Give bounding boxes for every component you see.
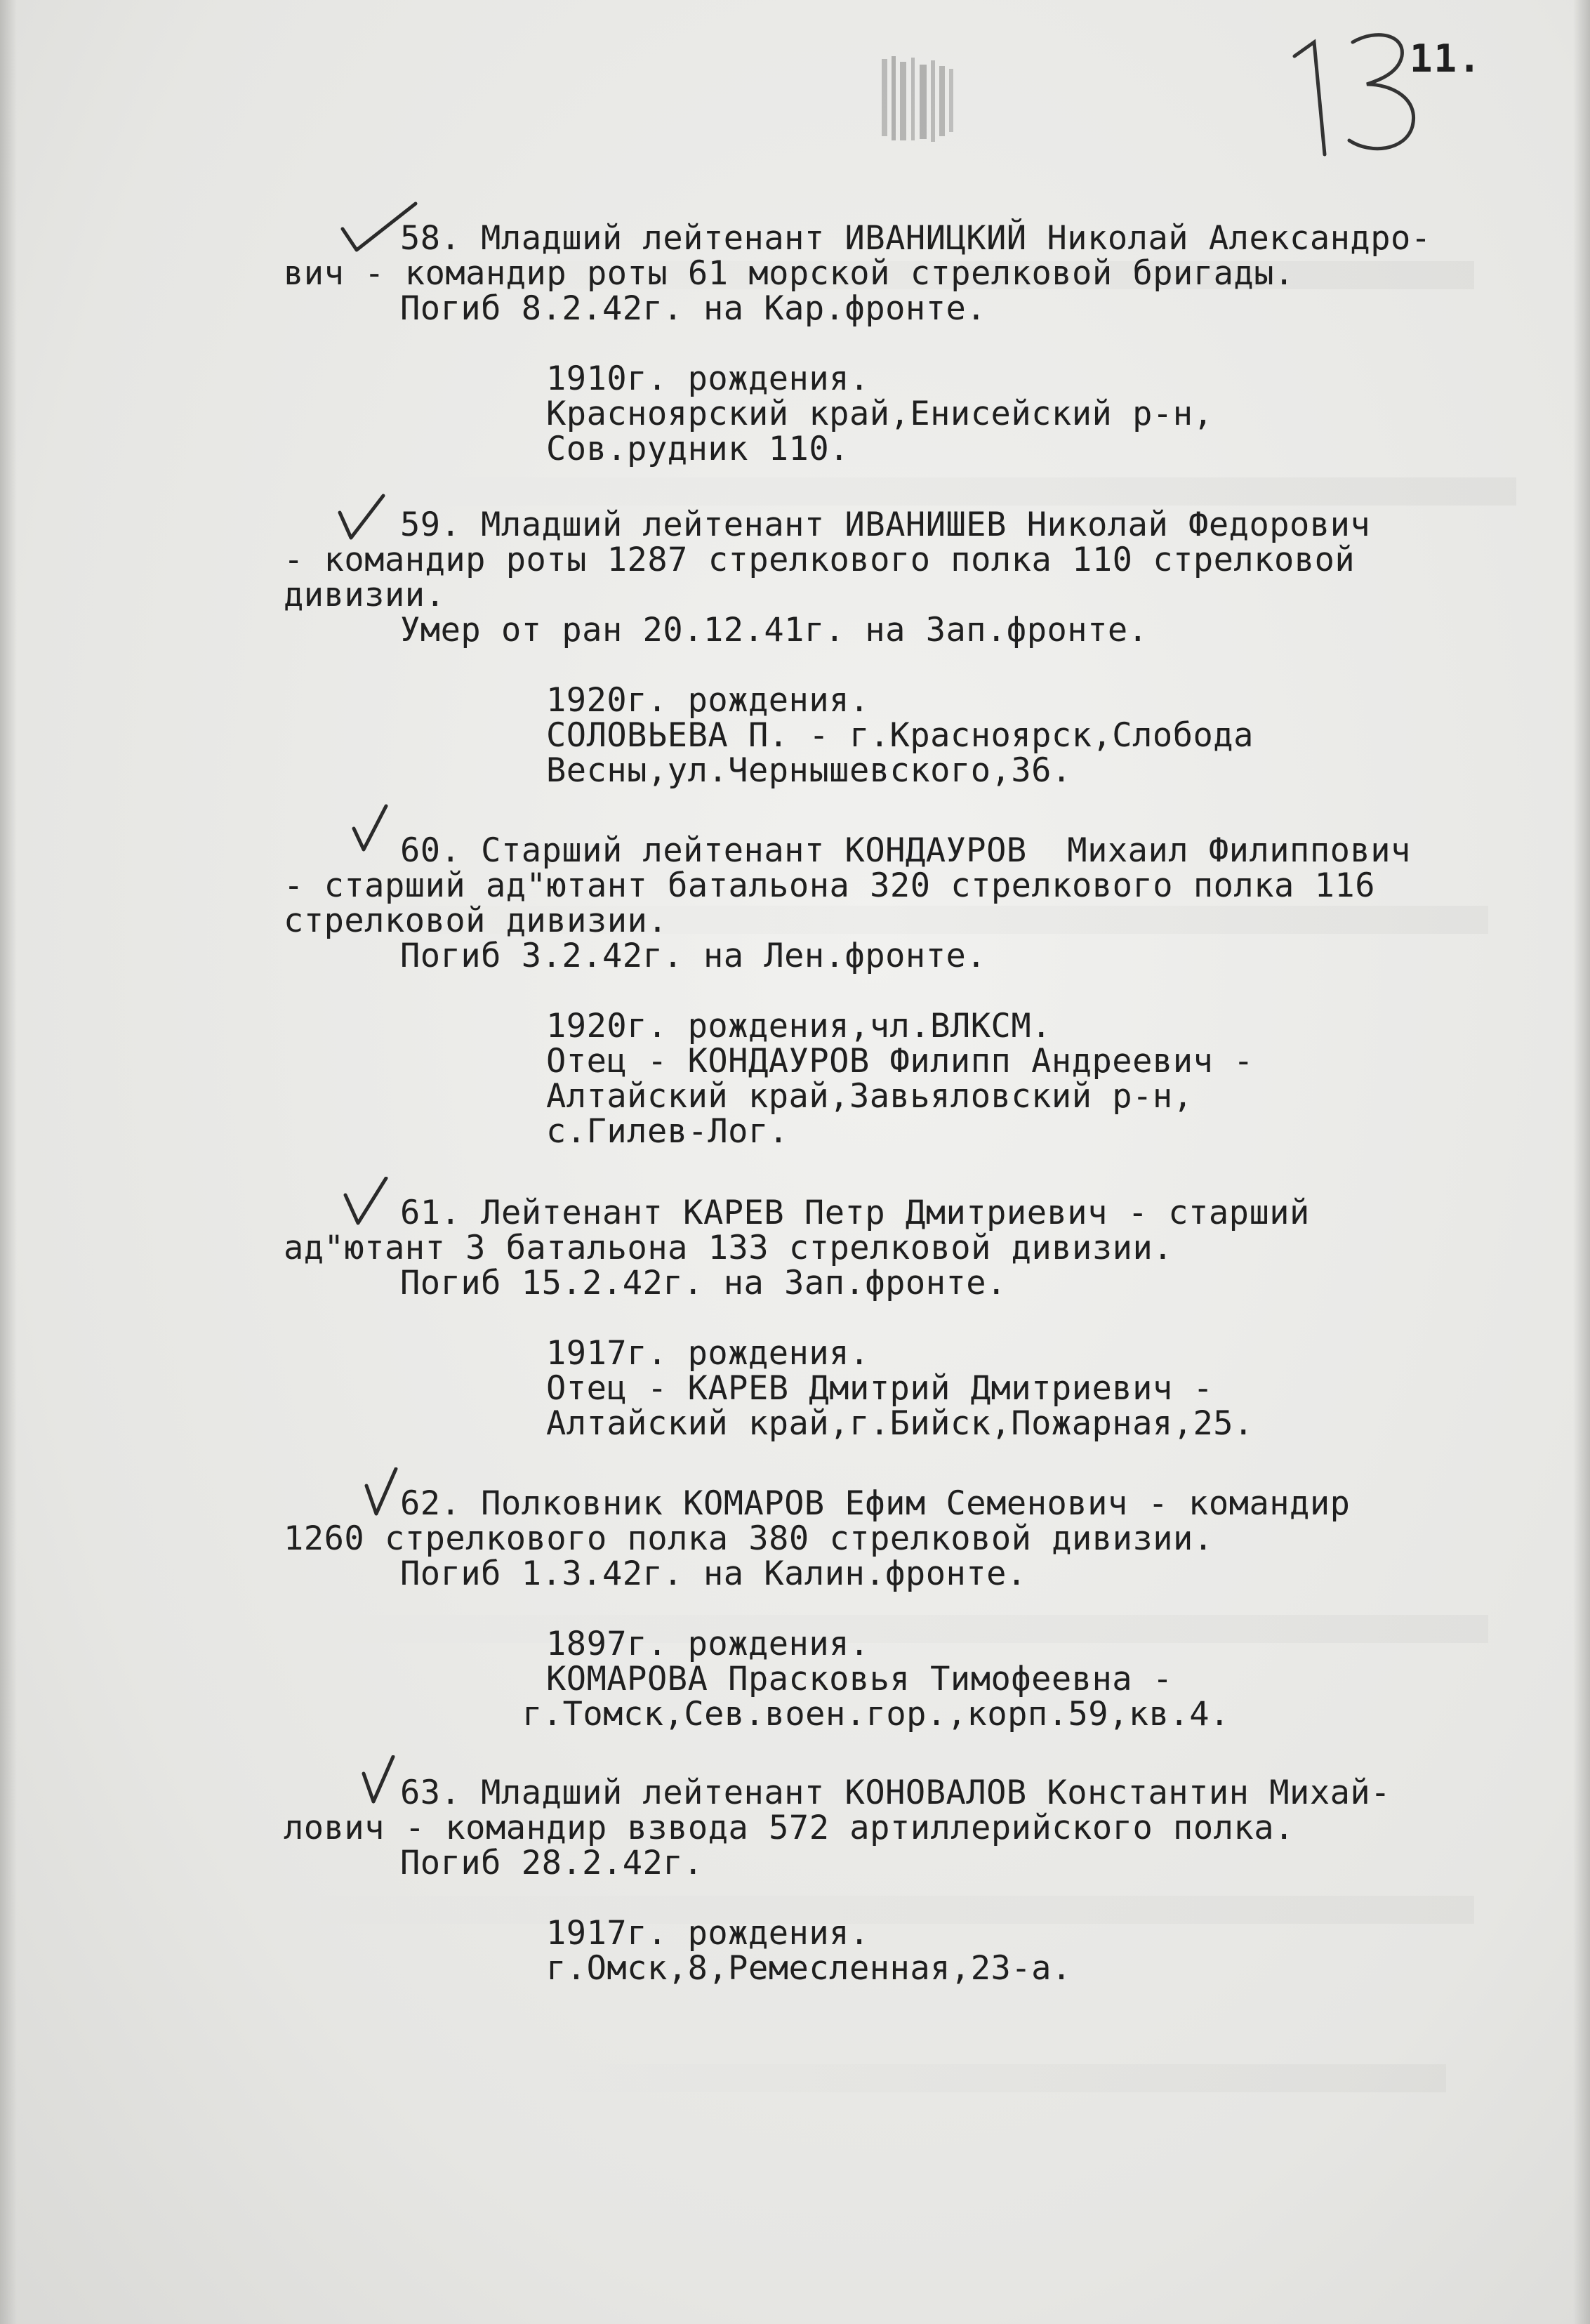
entry-60-line-2: - старший ад"ютант батальона 320 стрелкового полка 116 (284, 866, 1376, 905)
bleed-through-shadow (295, 1615, 1488, 1643)
entry-59-line-1: 59. Младший лейтенант ИВАНИШЕВ Николай Федорович (400, 506, 1371, 544)
entry-63-line-1: 63. Младший лейтенант КОНОВАЛОВ Константин Михай- (400, 1774, 1391, 1812)
entry-60-detail-2: Отец - КОНДАУРОВ Филипп Андреевич - (546, 1042, 1254, 1081)
entry-62-detail-1: 1897г. рождения. (546, 1625, 870, 1663)
bleed-through-shadow (393, 477, 1516, 506)
entry-62-line-3: Погиб 1.3.42г. на Калин.фронте. (400, 1554, 1027, 1593)
entry-59-line-4: Умер от ран 20.12.41г. на Зап.фронте. (400, 611, 1148, 649)
ink-stamp-icon (876, 55, 960, 153)
page-number: 11. (1410, 37, 1483, 81)
entry-61-detail-1: 1917г. рождения. (546, 1334, 870, 1373)
entry-62-detail-2: КОМАРОВА Прасковья Тимофеевна - (546, 1660, 1173, 1698)
entry-61-detail-2: Отец - КАРЕВ Дмитрий Дмитриевич - (546, 1369, 1214, 1408)
entry-58-detail-2: Красноярский край,Енисейский р-н, (546, 395, 1214, 433)
entry-58-line-1: 58. Младший лейтенант ИВАНИЦКИЙ Николай Александро- (400, 219, 1431, 258)
entry-61-line-2: ад"ютант 3 батальона 133 стрелковой дивизии. (284, 1229, 1174, 1267)
entry-62-line-1: 62. Полковник КОМАРОВ Ефим Семенович - командир (400, 1484, 1351, 1523)
entry-60-line-3: стрелковой дивизии. (284, 902, 668, 940)
entry-59-line-3: дивизии. (284, 576, 446, 614)
page-edge-left (0, 0, 17, 2324)
entry-63-detail-1: 1917г. рождения. (546, 1914, 870, 1953)
bleed-through-shadow (281, 1896, 1474, 1924)
entry-61-line-1: 61. Лейтенант КАРЕВ Петр Дмитриевич - старший (400, 1194, 1310, 1232)
entry-61-line-3: Погиб 15.2.42г. на Зап.фронте. (400, 1264, 1007, 1302)
entry-58-detail-1: 1910г. рождения. (546, 359, 870, 398)
entry-58-detail-3: Сов.рудник 110. (546, 430, 849, 468)
entry-61-detail-3: Алтайский край,г.Бийск,Пожарная,25. (546, 1404, 1254, 1443)
entry-59-detail-3: Весны,ул.Чернышевского,36. (546, 751, 1072, 790)
entry-63-detail-2: г.Омск,8,Ремесленная,23-а. (546, 1949, 1072, 1988)
svg-text:13: 13 (1286, 14, 1287, 15)
entry-62-detail-3: г.Томск,Сев.воен.гор.,корп.59,кв.4. (522, 1695, 1230, 1734)
entry-60-line-4: Погиб 3.2.42г. на Лен.фронте. (400, 937, 987, 975)
entry-59-line-2: - командир роты 1287 стрелкового полка 110 стрелковой (284, 541, 1356, 579)
handwritten-page-number (1286, 14, 1426, 161)
entry-63-line-2: лович - командир взвода 572 артиллерийского полка. (284, 1809, 1294, 1847)
entry-58-line-3: Погиб 8.2.42г. на Кар.фронте. (400, 289, 987, 328)
entry-62-line-2: 1260 стрелкового полка 380 стрелковой дивизии. (284, 1519, 1214, 1558)
page-edge-right (1573, 0, 1590, 2324)
entry-60-detail-4: с.Гилев-Лог. (546, 1112, 789, 1151)
entry-60-detail-3: Алтайский край,Завьяловский р-н, (546, 1077, 1193, 1116)
entry-60-detail-1: 1920г. рождения,чл.ВЛКСМ. (546, 1007, 1052, 1045)
entry-59-detail-1: 1920г. рождения. (546, 681, 870, 720)
entry-63-line-3: Погиб 28.2.42г. (400, 1844, 703, 1882)
bleed-through-shadow (534, 2064, 1446, 2092)
entry-59-detail-2: СОЛОВЬЕВА П. - г.Красноярск,Слобода (546, 716, 1254, 755)
entry-58-line-2: вич - командир роты 61 морской стрелковой бригады. (284, 254, 1294, 293)
entry-60-line-1: 60. Старший лейтенант КОНДАУРОВ Михаил Филиппович (400, 831, 1411, 870)
